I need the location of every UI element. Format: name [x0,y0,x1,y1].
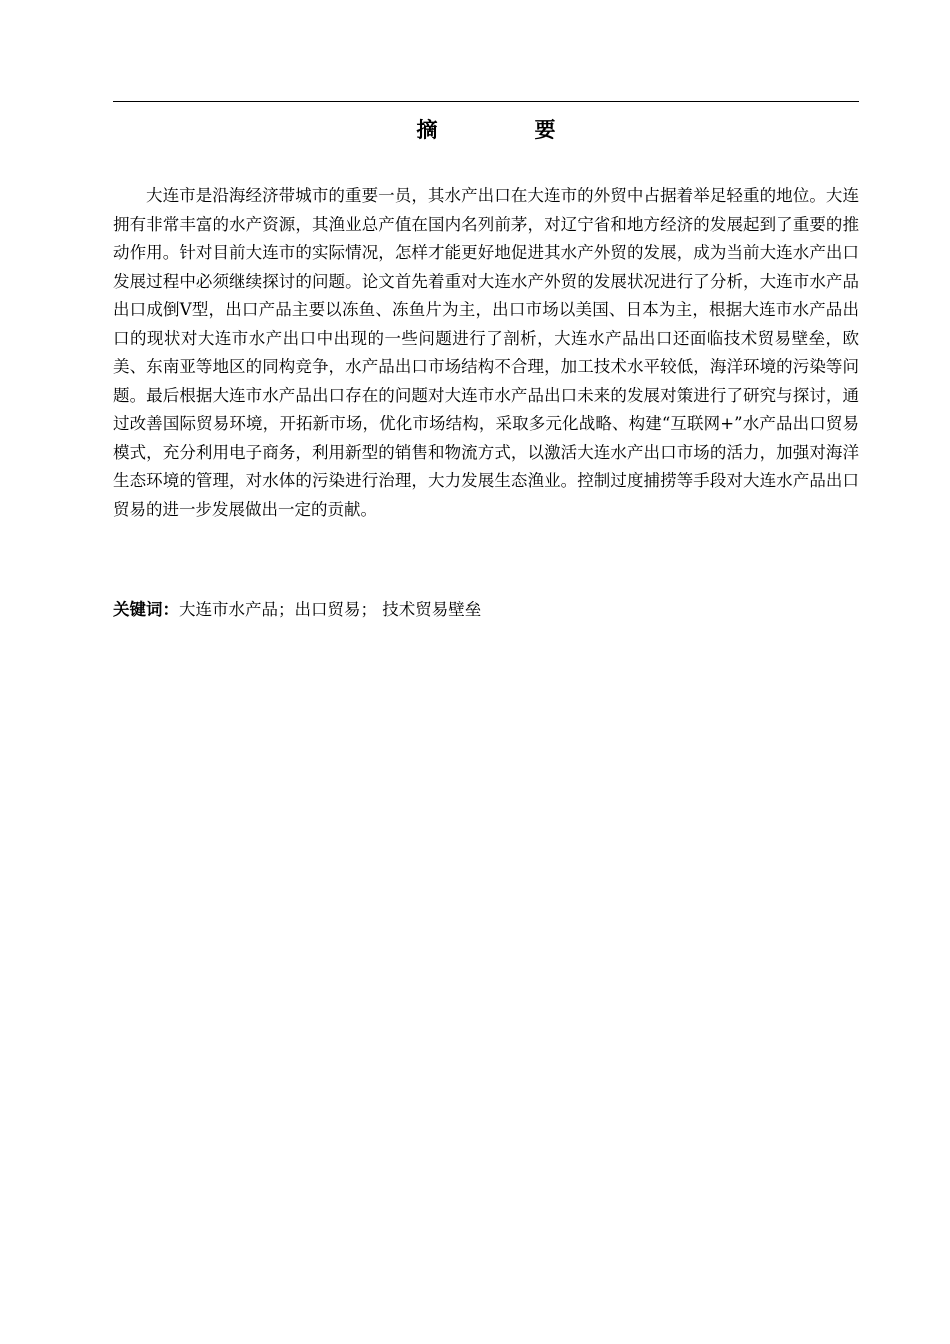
keywords-label: 关键词： [113,600,179,619]
abstract-body: 大连市是沿海经济带城市的重要一员，其水产出口在大连市的外贸中占据着举足轻重的地位。大连拥有非常丰富的水产资源，其渔业总产值在国内名列前茅，对辽宁省和地方经济的发展起到了重要的推动作用。针对目前大连市的实际情况，怎样才能更好地促进其水产外贸的发展，成为当前大连水产出口发展过程中必须继续探讨的问题。论文首先着重对大连水产外贸的发展状况进行了分析，大连市水产品出口成倒V型，出口产品主要以冻鱼、冻鱼片为主，出口市场以美国、日本为主，根据大连市水产品出口的现状对大连市水产出口中出现的一些问题进行了剖析，大连水产品出口还面临技术贸易壁垒，欧美、东南亚等地区的同构竞争，水产品出口市场结构不合理，加工技术水平较低，海洋环境的污染等问题。最后根据大连市水产品出口存在的问题对大连市水产品出口未来的发展对策进行了研究与探讨，通过改善国际贸易环境，开拓新市场，优化市场结构，采取多元化战略、构建“互联网+”水产品出口贸易模式，充分利用电子商务，利用新型的销售和物流方式，以激活大连水产出口市场的活力，加强对海洋生态环境的管理，对水体的污染进行治理，大力发展生态渔业。控制过度捕捞等手段对大连水产品出口贸易的进一步发展做出一定的贡献。 [113,186,859,519]
keywords-line [113,596,859,625]
header-rule [113,101,859,102]
keywords-value: 大连市水产品；出口贸易； 技术贸易壁垒 [179,600,482,619]
abstract-title: 摘 要 [416,118,594,142]
